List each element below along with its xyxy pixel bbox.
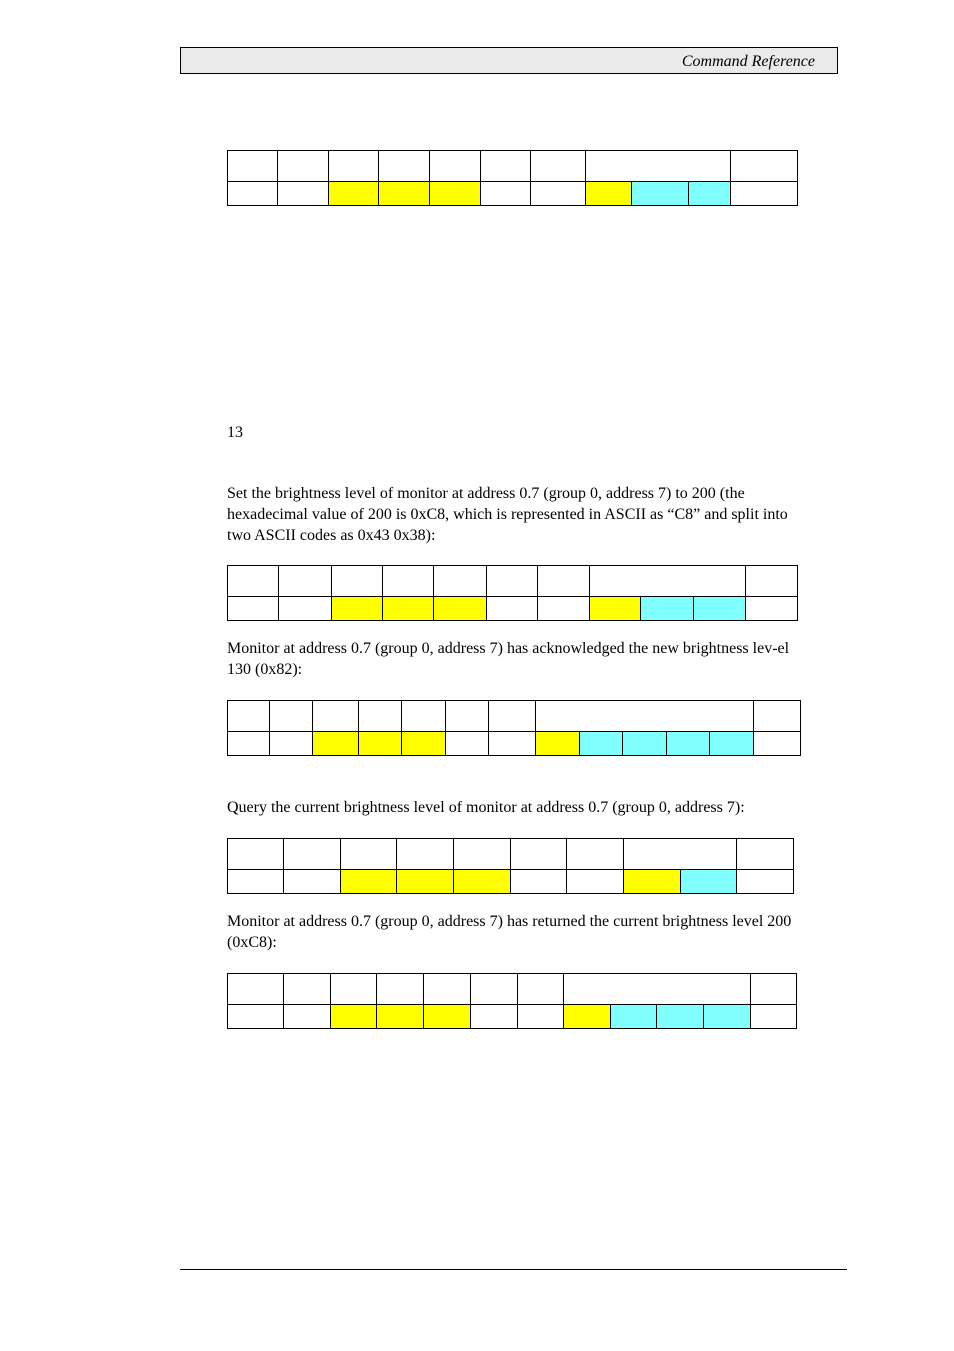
packet-table-return: [227, 973, 797, 1029]
packet-table-1: [227, 150, 798, 206]
ack-example-text: Monitor at address 0.7 (group 0, address 7) has acknowledged the new brightness lev-el 130 (0x82):: [227, 640, 790, 678]
packet-table-query: [227, 838, 794, 894]
set-example-text: Set the brightness level of monitor at address 0.7 (group 0, address 7) to 200 (the hexadecimal value of 200 is 0xC8, which is represented in ASCII as “C8” and split into two ASCII codes as 0x43 0x38):: [227, 485, 788, 544]
packet-table-set: [227, 565, 798, 621]
page-number: 13: [227, 424, 243, 441]
page-header-bar: [180, 47, 838, 74]
packet-table-ack: [227, 700, 801, 756]
query-example-text: Query the current brightness level of monitor at address 0.7 (group 0, address 7):: [227, 799, 745, 816]
header-title: Command Reference: [681, 53, 815, 70]
footer-rule: [180, 1269, 847, 1270]
return-example-text: Monitor at address 0.7 (group 0, address 7) has returned the current brightness level 200 (0xC8):: [227, 913, 792, 951]
